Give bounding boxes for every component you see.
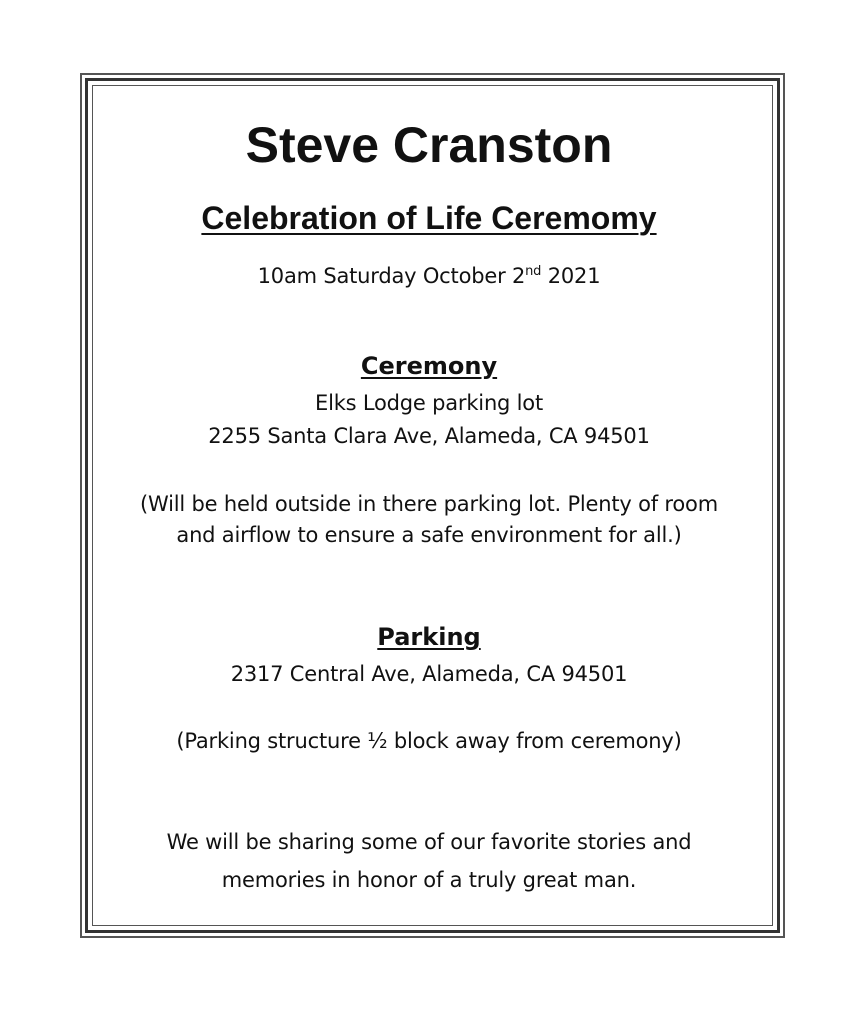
ceremony-address: 2255 Santa Clara Ave, Alameda, CA 94501 [208,424,650,448]
event-date [0,260,858,292]
parking-note: (Parking structure ½ block away from ceremony) [176,729,682,753]
event-date-suffix: nd [525,264,542,279]
event-date-main: 10am Saturday October 2 [257,264,526,288]
ceremony-heading: Ceremony [360,352,498,380]
ceremony-venue: Elks Lodge parking lot [315,391,543,415]
ceremony-note-line-1: (Will be held outside in there parking lot. Plenty of room [140,492,718,516]
parking-heading: Parking [377,623,481,651]
closing-line-2: memories in honor of a truly great man. [221,868,637,892]
closing-line-1: We will be sharing some of our favorite stories and [166,830,692,854]
honoree-name: Steve Cranston [245,117,613,173]
event-title: Celebration of Life Ceremomy [201,200,657,236]
event-date-year: 2021 [541,264,601,288]
ceremony-note-line-2: and airflow to ensure a safe environment for all.) [176,523,682,547]
parking-address: 2317 Central Ave, Alameda, CA 94501 [230,662,628,686]
